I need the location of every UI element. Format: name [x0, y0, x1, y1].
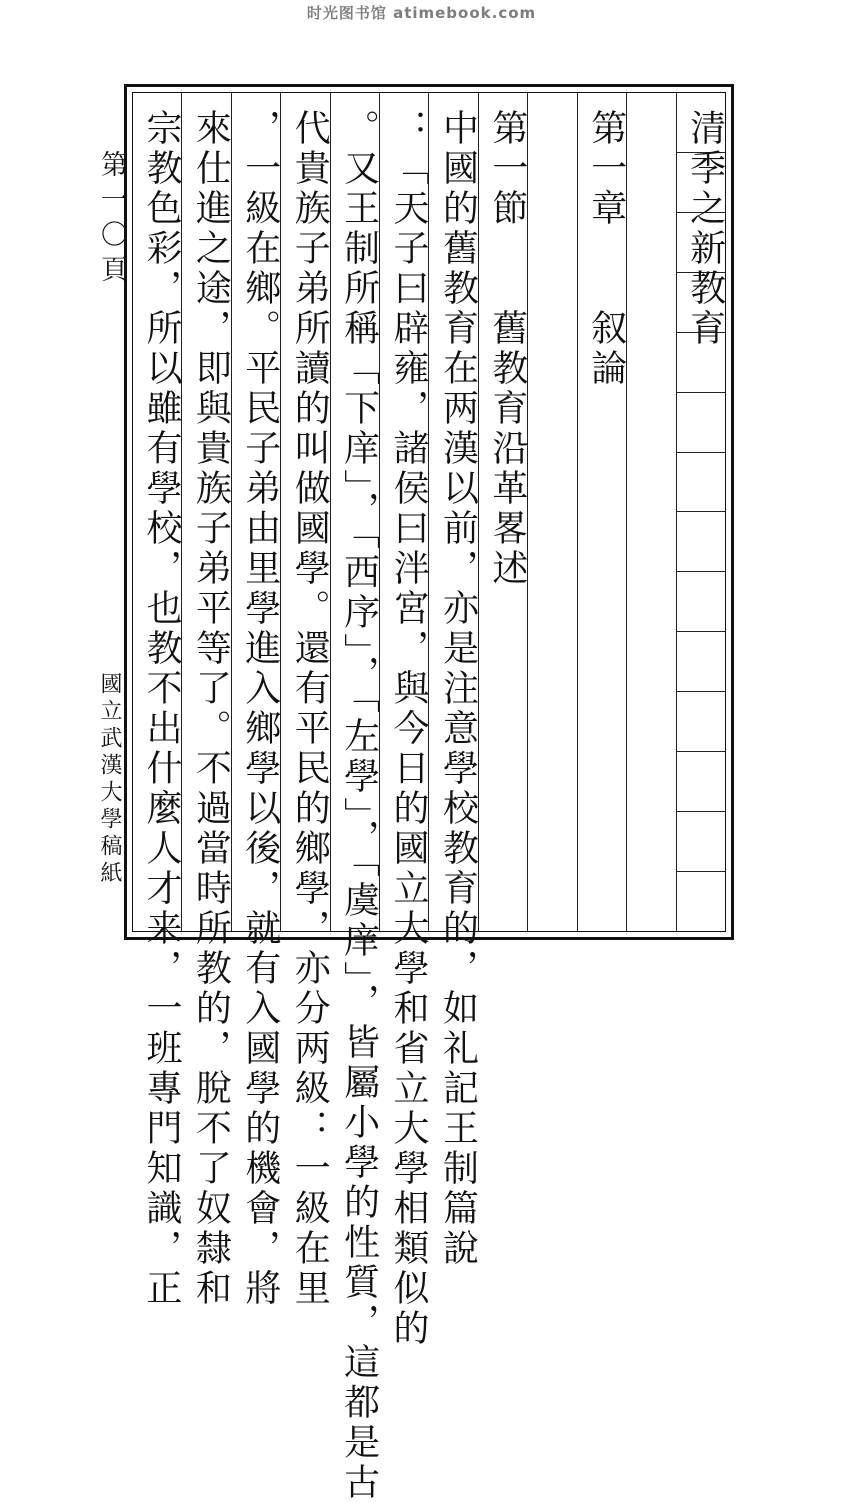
- body-text-line: 來仕進之途，即與貴族子弟平等了。不過當時所教的，脫不了奴隸和: [190, 109, 232, 1309]
- body-text-line: ，一級在鄉。平民子弟由里學進入鄉學以後，就有入國學的機會，將: [239, 109, 281, 1309]
- body-text-line: ：「天子曰辟雍，諸侯曰泮宮，與今日的國立大學和省立大學相類似的: [388, 109, 430, 1349]
- manuscript-columns: [132, 92, 726, 1503]
- column-1: [676, 93, 725, 931]
- body-text-line: 代貴族子弟所讀的叫做國學。還有平民的鄉學，亦分两級：一級在里: [289, 109, 331, 1309]
- body-text-line: 宗教色彩，所以雖有學校，也教不出什麼人才来，一班專門知識，正: [140, 109, 182, 1309]
- body-text-line: 。又王制所稱「下庠」，「西序」，「左學」，「虞庠」，皆屬小學的性質，這都是古: [338, 109, 380, 1503]
- column-3: [577, 93, 626, 931]
- body-text-line: 中國的舊教育在两漢以前，亦是注意學校教育的，如礼記王制篇說: [437, 109, 479, 1269]
- page-number-label: 第一〇頁: [96, 150, 127, 290]
- title-text: 清季之新教育: [684, 109, 726, 349]
- university-manuscript-label: 國立武漢大學稿紙: [97, 672, 122, 888]
- section-heading: 第一節 舊教育沿革畧述: [486, 109, 528, 589]
- manuscript-grid-frame: [124, 84, 734, 1503]
- watermark: 时光图书馆 atimebook.com: [306, 4, 537, 22]
- column-12: [133, 93, 182, 1309]
- chapter-heading: 第一章 叙論: [585, 109, 627, 389]
